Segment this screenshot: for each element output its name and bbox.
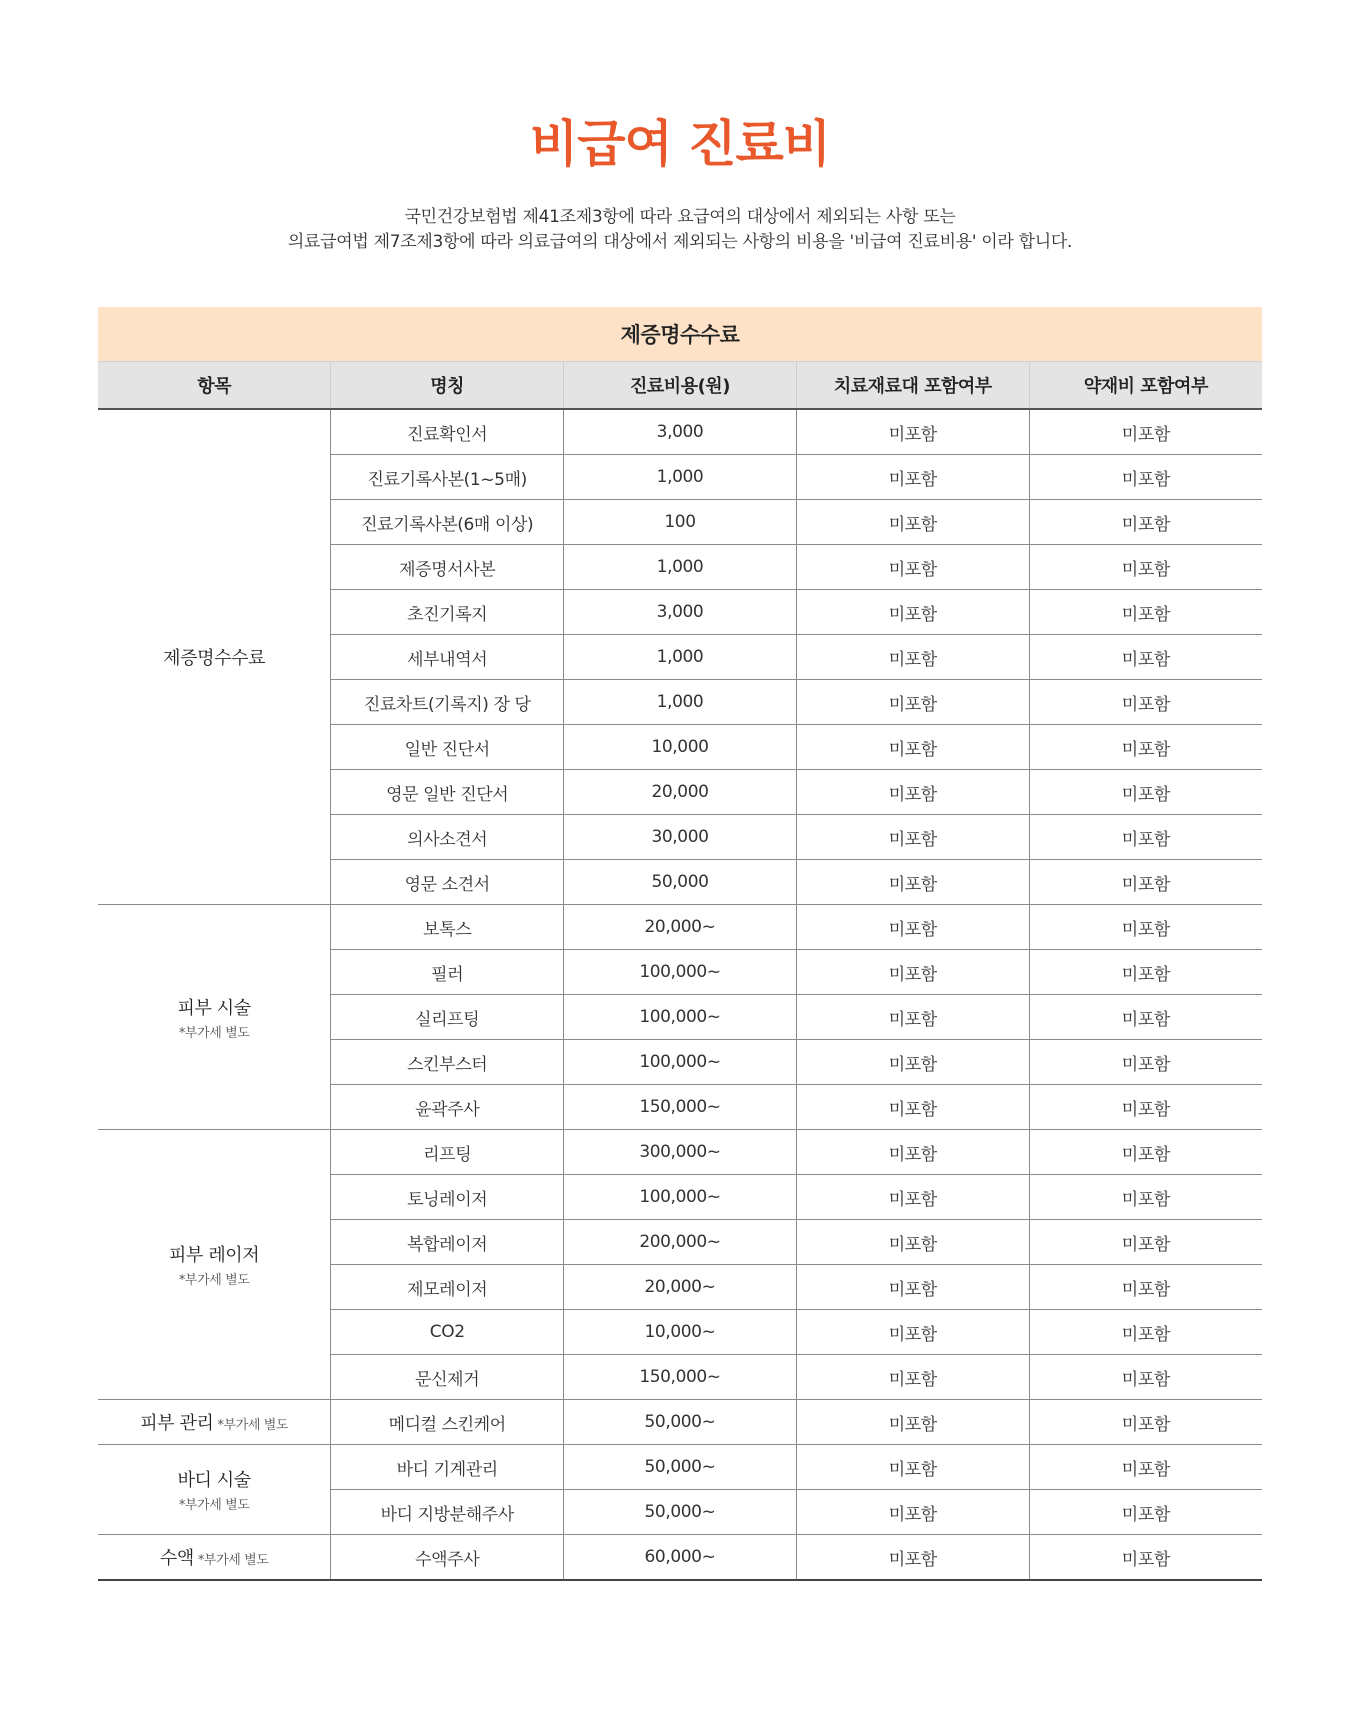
category-cell: [98, 1535, 331, 1581]
name-cell: 실리프팅: [331, 995, 564, 1040]
material-cell: 미포함: [796, 1265, 1029, 1310]
header-material: 치료재료대 포함여부: [796, 362, 1029, 410]
material-cell: 미포함: [796, 725, 1029, 770]
cost-cell: 1,000: [564, 455, 797, 500]
table-banner: 제증명수수료: [98, 307, 1262, 362]
material-cell: 미포함: [796, 1490, 1029, 1535]
cost-cell: 1,000: [564, 635, 797, 680]
name-cell: 초진기록지: [331, 590, 564, 635]
material-cell: 미포함: [796, 1535, 1029, 1581]
drug-cell: 미포함: [1029, 770, 1262, 815]
cost-cell: 150,000~: [564, 1085, 797, 1130]
name-cell: 제모레이저: [331, 1265, 564, 1310]
name-cell: 메디컬 스킨케어: [331, 1400, 564, 1445]
category-label: 피부 시술: [177, 997, 251, 1019]
cost-cell: 100,000~: [564, 1040, 797, 1085]
name-cell: 스킨부스터: [331, 1040, 564, 1085]
drug-cell: 미포함: [1029, 635, 1262, 680]
drug-cell: 미포함: [1029, 545, 1262, 590]
cost-cell: 3,000: [564, 409, 797, 455]
material-cell: 미포함: [796, 1310, 1029, 1355]
drug-cell: 미포함: [1029, 590, 1262, 635]
material-cell: 미포함: [796, 905, 1029, 950]
material-cell: 미포함: [796, 1130, 1029, 1175]
material-cell: 미포함: [796, 545, 1029, 590]
name-cell: 제증명서사본: [331, 545, 564, 590]
category-cell: [98, 1130, 331, 1400]
material-cell: 미포함: [796, 409, 1029, 455]
material-cell: 미포함: [796, 1355, 1029, 1400]
table-row: [98, 1535, 1262, 1581]
drug-cell: 미포함: [1029, 950, 1262, 995]
drug-cell: 미포함: [1029, 1265, 1262, 1310]
material-cell: 미포함: [796, 500, 1029, 545]
drug-cell: 미포함: [1029, 1490, 1262, 1535]
name-cell: 토닝레이저: [331, 1175, 564, 1220]
cost-cell: 50,000~: [564, 1400, 797, 1445]
header-category: 항목: [98, 362, 331, 410]
material-cell: 미포함: [796, 1445, 1029, 1490]
name-cell: 세부내역서: [331, 635, 564, 680]
vat-note: *부가세 별도: [178, 1498, 250, 1513]
category-cell: [98, 1400, 331, 1445]
name-cell: 필러: [331, 950, 564, 995]
material-cell: 미포함: [796, 860, 1029, 905]
drug-cell: 미포함: [1029, 860, 1262, 905]
drug-cell: 미포함: [1029, 1400, 1262, 1445]
category-label: 피부 레이저: [169, 1245, 260, 1266]
cost-cell: 50,000~: [564, 1490, 797, 1535]
name-cell: 바디 기계관리: [331, 1445, 564, 1490]
drug-cell: 미포함: [1029, 1310, 1262, 1355]
drug-cell: 미포함: [1029, 815, 1262, 860]
material-cell: 미포함: [796, 635, 1029, 680]
drug-cell: 미포함: [1029, 680, 1262, 725]
drug-cell: 미포함: [1029, 995, 1262, 1040]
description-line-1: 국민건강보험법 제41조제3항에 따라 요급여의 대상에서 제외되는 사항 또는: [404, 207, 956, 227]
material-cell: 미포함: [796, 950, 1029, 995]
drug-cell: 미포함: [1029, 1445, 1262, 1490]
cost-cell: 10,000: [564, 725, 797, 770]
cost-cell: 200,000~: [564, 1220, 797, 1265]
header-cost: 진료비용(원): [564, 362, 797, 410]
cost-cell: 20,000~: [564, 905, 797, 950]
name-cell: 문신제거: [331, 1355, 564, 1400]
name-cell: 진료차트(기록지) 장 당: [331, 680, 564, 725]
cost-cell: 100,000~: [564, 950, 797, 995]
material-cell: 미포함: [796, 1220, 1029, 1265]
name-cell: CO2: [331, 1310, 564, 1355]
cost-cell: 100,000~: [564, 995, 797, 1040]
material-cell: 미포함: [796, 815, 1029, 860]
name-cell: 보톡스: [331, 905, 564, 950]
table-row: [98, 1130, 1262, 1175]
name-cell: 영문 소견서: [331, 860, 564, 905]
drug-cell: 미포함: [1029, 725, 1262, 770]
drug-cell: 미포함: [1029, 1040, 1262, 1085]
category-label: 제증명수수료: [163, 648, 266, 669]
cost-cell: 30,000: [564, 815, 797, 860]
page-description: [0, 205, 1360, 255]
cost-cell: 300,000~: [564, 1130, 797, 1175]
cost-cell: 50,000~: [564, 1445, 797, 1490]
material-cell: 미포함: [796, 1040, 1029, 1085]
cost-cell: 1,000: [564, 680, 797, 725]
page-title: 비급여 진료비: [529, 115, 831, 173]
table-row: [98, 409, 1262, 455]
drug-cell: 미포함: [1029, 500, 1262, 545]
table-row: [98, 1400, 1262, 1445]
name-cell: 진료기록사본(6매 이상): [331, 500, 564, 545]
cost-cell: 150,000~: [564, 1355, 797, 1400]
vat-note: *부가세 별도: [217, 1418, 289, 1433]
material-cell: 미포함: [796, 455, 1029, 500]
drug-cell: 미포함: [1029, 905, 1262, 950]
header-drug: 약재비 포함여부: [1029, 362, 1262, 410]
category-cell: [98, 1445, 331, 1535]
material-cell: 미포함: [796, 1085, 1029, 1130]
material-cell: 미포함: [796, 995, 1029, 1040]
name-cell: 수액주사: [331, 1535, 564, 1581]
header-name: 명칭: [331, 362, 564, 410]
description-line-2: 의료급여법 제7조제3항에 따라 의료급여의 대상에서 제외되는 사항의 비용을 '비급여 진료비용' 이라 합니다.: [287, 232, 1073, 252]
cost-cell: 50,000: [564, 860, 797, 905]
fee-table: [98, 307, 1262, 1581]
drug-cell: 미포함: [1029, 455, 1262, 500]
cost-cell: 100,000~: [564, 1175, 797, 1220]
drug-cell: 미포함: [1029, 1535, 1262, 1581]
vat-note: *부가세 별도: [178, 1025, 250, 1041]
vat-note: *부가세 별도: [178, 1273, 250, 1288]
category-label: 수액: [159, 1548, 194, 1569]
material-cell: 미포함: [796, 1400, 1029, 1445]
drug-cell: 미포함: [1029, 1130, 1262, 1175]
table-row: [98, 1445, 1262, 1490]
material-cell: 미포함: [796, 680, 1029, 725]
name-cell: 의사소견서: [331, 815, 564, 860]
cost-cell: 20,000: [564, 770, 797, 815]
category-label: 피부 관리: [140, 1413, 214, 1434]
category-label: 바디 시술: [177, 1470, 251, 1491]
category-cell: [98, 409, 331, 905]
cost-cell: 1,000: [564, 545, 797, 590]
material-cell: 미포함: [796, 770, 1029, 815]
category-cell: [98, 905, 331, 1130]
name-cell: 바디 지방분해주사: [331, 1490, 564, 1535]
name-cell: 진료확인서: [331, 409, 564, 455]
fee-table-body: [98, 409, 1262, 1580]
name-cell: 영문 일반 진단서: [331, 770, 564, 815]
cost-cell: 60,000~: [564, 1535, 797, 1581]
cost-cell: 100: [564, 500, 797, 545]
material-cell: 미포함: [796, 1175, 1029, 1220]
drug-cell: 미포함: [1029, 1355, 1262, 1400]
drug-cell: 미포함: [1029, 1085, 1262, 1130]
cost-cell: 3,000: [564, 590, 797, 635]
material-cell: 미포함: [796, 590, 1029, 635]
name-cell: 리프팅: [331, 1130, 564, 1175]
cost-cell: 20,000~: [564, 1265, 797, 1310]
cost-cell: 10,000~: [564, 1310, 797, 1355]
name-cell: 복합레이저: [331, 1220, 564, 1265]
drug-cell: 미포함: [1029, 1220, 1262, 1265]
drug-cell: 미포함: [1029, 1175, 1262, 1220]
name-cell: 윤곽주사: [331, 1085, 564, 1130]
vat-note: *부가세 별도: [197, 1553, 269, 1568]
drug-cell: 미포함: [1029, 409, 1262, 455]
name-cell: 진료기록사본(1~5매): [331, 455, 564, 500]
name-cell: 일반 진단서: [331, 725, 564, 770]
table-row: [98, 905, 1262, 950]
